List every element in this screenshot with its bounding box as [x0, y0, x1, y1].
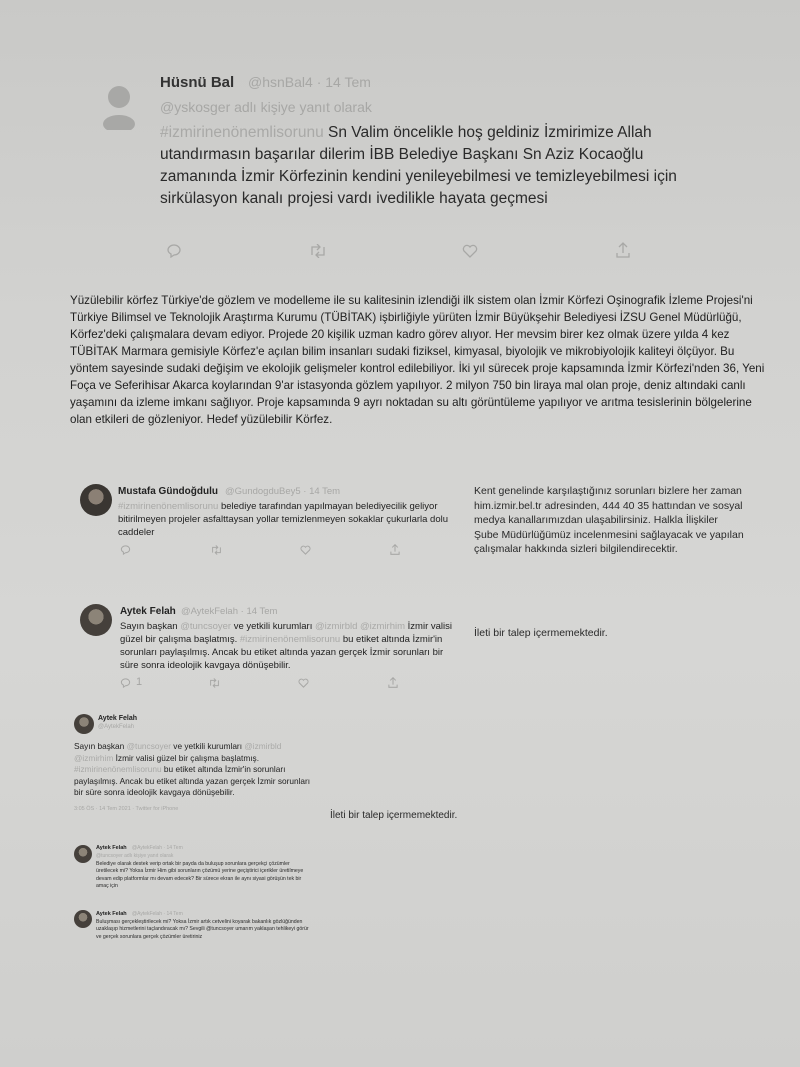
like-icon[interactable] — [298, 678, 309, 688]
tweet-text: Belediye olarak destek verip ortak bir payda da buluşup sorunlara gerçekçi çözümler üretilecek mi? Yoksa İzmir Him gibi sorunların çözümü yerine geçiştirici içerikler üretilmeye devam edip platformlar mı devam edecek? Bir sürece ekran ile aynı siyasi görüşün tek bir amaç için — [96, 861, 304, 890]
mention-link[interactable]: @tuncsoyer — [126, 741, 171, 751]
reply-context: @yskosger adlı kişiye yanıt olarak — [160, 99, 372, 115]
tweet-author-handle[interactable]: @AytekFelah · 14 Tem — [132, 911, 183, 917]
reply-icon[interactable] — [120, 678, 131, 688]
tweet-author-name[interactable]: Mustafa Gündoğdulu — [118, 486, 218, 497]
reply-icon[interactable] — [120, 545, 131, 555]
share-icon[interactable] — [388, 677, 398, 688]
retweet-icon[interactable] — [308, 244, 328, 258]
tweet-author-name[interactable]: Aytek Felah — [96, 845, 127, 851]
retweet-icon[interactable] — [208, 678, 221, 688]
tweet-author-handle[interactable]: @GundogduBey5 · 14 Tem — [225, 486, 341, 497]
like-icon[interactable] — [300, 545, 311, 555]
hashtag-link[interactable]: #izmirinenönemlisorunu — [118, 501, 219, 512]
response-text: İleti bir talep içermemektedir. — [330, 810, 458, 821]
mention-link[interactable]: @izmirbld @izmirhim — [315, 621, 406, 632]
hashtag-link[interactable]: #izmirinenönemlisorunu — [160, 124, 324, 141]
tweet-author-name[interactable]: Aytek Felah — [98, 715, 138, 722]
like-icon[interactable] — [462, 244, 478, 258]
avatar-placeholder-icon — [100, 84, 138, 130]
tweet-text: #izmirinenönemlisorunu Sn Valim öncelikle hoş geldiniz İzmirimize Allah utandırmasın başarılar dilerim İBB Belediye Başkanı Sn Aziz Kocaoğlu zamanında İzmir Körfezinin kendini yenileyebilmesi ve temizleyebilmesi için sirkülasyon kanalı projesi vardı ivedilikle hayata geçmesi — [160, 124, 677, 207]
tweet-author-handle[interactable]: @hsnBal4 · 14 Tem — [248, 74, 371, 90]
reply-count: 1 — [136, 676, 143, 688]
share-icon[interactable] — [616, 242, 630, 258]
response-text: İleti bir talep içermemektedir. — [474, 627, 608, 639]
tweet-text: Sayın başkan @tuncsoyer ve yetkili kurumları @izmirbld @izmirhim İzmir valisi güzel bir çalışma başlatmış. #izmirinenönemlisorunu bu etiket altında İzmir'in sorunları paylaşılmış. Ancak bu etiket altında yazan gerçek İzmir sorunları bir süre sonra ideolojik kavgaya dönüşebilir. — [74, 741, 311, 797]
tweet-text: #izmirinenönemlisorunu belediye tarafından yapılmayan belediyecilik geliyor bitirilmeyen projeler asfalttaysan yollar temizlenmeyen sokaklar çukurlarla dolu caddeler — [118, 501, 449, 538]
tweet-author-handle[interactable]: @AytekFelah · 14 Tem — [132, 845, 183, 851]
avatar[interactable] — [74, 845, 92, 863]
avatar[interactable] — [80, 484, 112, 516]
retweet-icon[interactable] — [210, 545, 223, 555]
mention-link[interactable]: @izmirbld — [244, 741, 282, 751]
response-text: Kent genelinde karşılaştığınız sorunları bizlere her zaman him.izmir.bel.tr adresinden, 444 40 35 hattından ve sosyal medya kanallarımızdan ulaşabilirsiniz. Halkla İlişkiler Şube Müdürlüğümüz incelenmesini sağlayacak ve yapılan çalışmalar hakkında sizleri bilgilendirecektir. — [474, 485, 744, 555]
tweet-author-name[interactable]: Hüsnü Bal — [160, 74, 235, 91]
share-icon[interactable] — [390, 544, 400, 555]
mention-link[interactable]: @izmirhim — [74, 752, 114, 763]
tweet-author-handle[interactable]: @AytekFelah · 14 Tem — [181, 606, 278, 617]
tweet-timestamp: 3:05 ÖS · 14 Tem 2021 · Twitter for iPhone — [74, 806, 179, 812]
tweet-author-handle[interactable]: @AytekFelah — [98, 724, 134, 730]
hashtag-link[interactable]: #izmirinenönemlisorunu — [239, 634, 341, 645]
tweet-text: Buluşması gerçekleştirilecek mi? Yoksa İzmir artık cetvelini koyarak bakanlık gözlüğünden uzaklaşıp hizmetlerini taçlandıracak mı? Sevgili @tuncsoyer umarım yaklaşan tehlikeyi görür ve gerçek sorunlara gerçek çözümler üretiriniz — [96, 919, 309, 940]
mention-link[interactable]: @tuncsoyer — [180, 621, 232, 632]
avatar[interactable] — [74, 910, 92, 928]
avatar[interactable] — [80, 604, 112, 636]
article-paragraph: Yüzülebilir körfez Türkiye'de gözlem ve modelleme ile su kalitesinin izlendiği ilk sistem olan İzmir Körfezi Oşinografik İzleme Projesi'ni Türkiye Bilimsel ve Teknolojik Araştırma Kurumu (TÜBİTAK) işbirliğiyle yürüten İzmir Büyükşehir Belediyesi İZSU Genel Müdürlüğü, Körfez'deki çalışmalara devam ediyor. Projede 20 kişilik uzman kadro görev alıyor. Her mevsim birer kez olmak üzere yılda 4 kez TÜBİTAK Marmara gemisiyle Körfez'e açılan bilim insanları sudaki fiziksel, kimyasal, biyolojik ve mikrobiyolojik kaliteyi ölçüyor. Bu yöntem sayesinde sudaki değişim ve ekolojik gelişmeler kontrol edilebiliyor. İki yıl sürecek proje kapsamında İzmir Körfezi'nden 36, Yeni Foça ve Seferihisar Akarca koylarından 9'ar istasyonda gözlem yapılıyor. 2 milyon 750 bin liraya mal olan proje, deniz altındaki canlı yaşamını da izleme imkanı sağlıyor. Proje kapsamında 9 ayrı noktadan su altı görüntüleme yapılıyor ve arıtma tesislerinin bölgelerine olan etkileri de gözleniyor. Hedef yüzülebilir Körfez. — [70, 294, 765, 426]
avatar[interactable] — [74, 714, 94, 734]
hashtag-link[interactable]: #izmirinenönemlisorunu — [74, 764, 162, 774]
reply-context: @tuncsoyer adlı kişiye yanıt olarak — [96, 853, 174, 859]
tweet-author-name[interactable]: Aytek Felah — [96, 911, 127, 917]
tweet-author-name[interactable]: Aytek Felah — [120, 606, 176, 617]
tweet-text: Sayın başkan @tuncsoyer ve yetkili kurumları @izmirbld @izmirhim İzmir valisi güzel bir çalışma başlatmış. #izmirinenönemlisorunu bu etiket altında İzmir'in sorunları paylaşılmış. Ancak bu etiket altında yazan gerçek İzmir sorunları bir süre sonra ideolojik kavgaya dönüşebilir. — [120, 621, 452, 671]
reply-icon[interactable] — [166, 244, 182, 258]
